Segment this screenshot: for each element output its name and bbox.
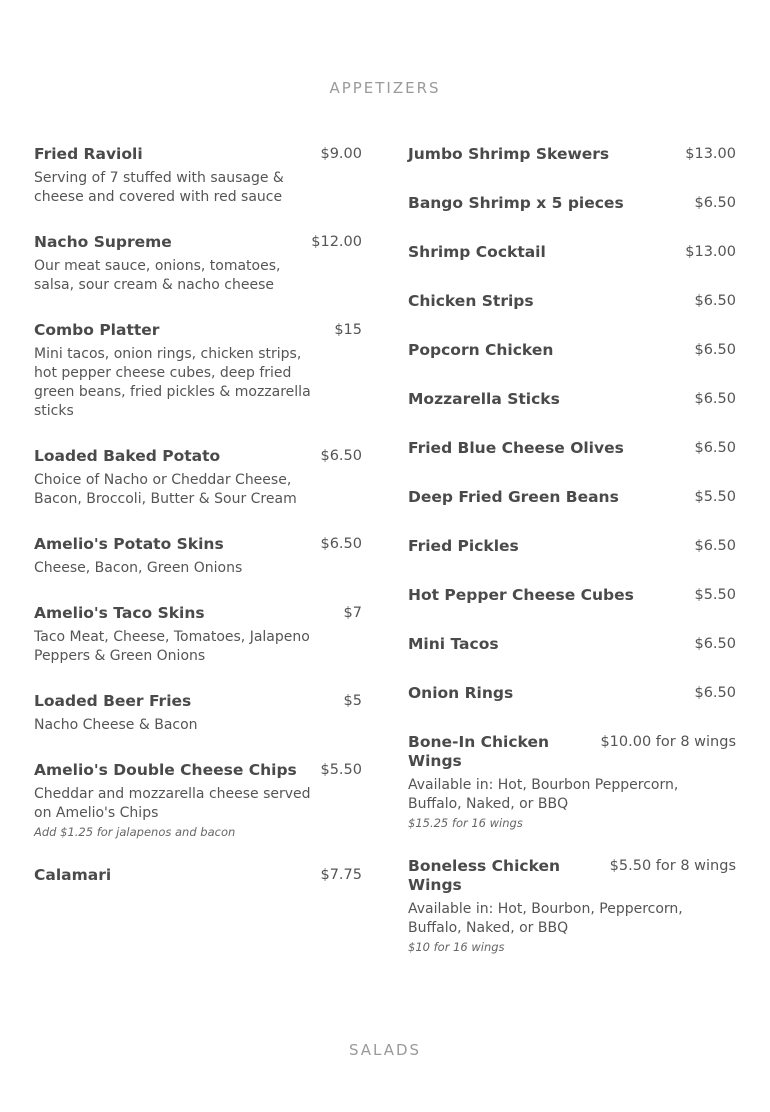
menu-item-name: Hot Pepper Cheese Cubes [408, 586, 634, 604]
menu-item-header [408, 194, 736, 213]
menu-item-header [34, 535, 362, 554]
menu-item-description: Our meat sauce, onions, tomatoes, salsa, sour cream & nacho cheese [34, 258, 281, 293]
menu-item-header [408, 586, 736, 605]
menu-item-price: $9.00 [320, 146, 362, 162]
menu-item [408, 243, 736, 262]
menu-item [408, 586, 736, 605]
menu-item [34, 692, 362, 735]
menu-item-price: $13.00 [685, 244, 736, 260]
menu-item-price: $6.50 [694, 636, 736, 652]
menu-item-name: Shrimp Cocktail [408, 243, 546, 261]
menu-item-price: $5.50 [694, 587, 736, 603]
menu-item-name: Bone-In Chicken Wings [408, 733, 549, 770]
menu-item [34, 321, 362, 421]
menu-item [408, 684, 736, 703]
menu-item-name: Boneless Chicken Wings [408, 857, 561, 894]
menu-item-name: Nacho Supreme [34, 233, 172, 251]
menu-item [408, 439, 736, 458]
menu-item [408, 733, 736, 831]
menu-item [408, 341, 736, 360]
menu-item-description: Available in: Hot, Bourbon, Peppercorn, Buffalo, Naked, or BBQ [408, 901, 683, 936]
menu-item-name: Onion Rings [408, 684, 514, 702]
menu-item-header [408, 684, 736, 703]
menu-item-name: Fried Blue Cheese Olives [408, 439, 624, 457]
menu-item-name: Amelio's Double Cheese Chips [34, 761, 297, 779]
menu-item-name: Amelio's Potato Skins [34, 535, 224, 553]
menu-item [408, 292, 736, 311]
menu-item-price: $6.50 [694, 538, 736, 554]
menu-item-name: Chicken Strips [408, 292, 534, 310]
menu-item-price: $6.50 [694, 195, 736, 211]
menu-item-price: $6.50 [320, 536, 362, 552]
menu-item-price: $5 [343, 693, 362, 709]
menu-item-header [408, 390, 736, 409]
menu-item-price: $5.50 [694, 489, 736, 505]
menu-item-price: $15 [334, 322, 362, 338]
menu-item-header [408, 857, 736, 895]
menu-item-price: $10.00 for 8 wings [600, 734, 736, 750]
menu-item-price: $6.50 [320, 448, 362, 464]
menu-item-name: Deep Fried Green Beans [408, 488, 619, 506]
appetizers-left-column [34, 145, 362, 915]
menu-item-description: Serving of 7 stuffed with sausage & cheese and covered with red sauce [34, 170, 284, 205]
menu-item [408, 635, 736, 654]
menu-item [34, 866, 362, 885]
menu-item-header [408, 537, 736, 556]
section-title-appetizers: APPETIZERS [329, 79, 441, 97]
menu-item [408, 488, 736, 507]
menu-item-description: Mini tacos, onion rings, chicken strips, hot pepper cheese cubes, deep fried green beans, fried pickles & mozzarella sticks [34, 346, 311, 419]
menu-item [408, 145, 736, 164]
menu-item-price: $6.50 [694, 391, 736, 407]
menu-item-price: $6.50 [694, 440, 736, 456]
menu-item [34, 535, 362, 578]
menu-item-header [408, 488, 736, 507]
menu-item [408, 537, 736, 556]
menu-item [34, 145, 362, 207]
menu-item [34, 761, 362, 840]
menu-item-name: Amelio's Taco Skins [34, 604, 205, 622]
menu-item-note: Add $1.25 for jalapenos and bacon [34, 825, 236, 839]
menu-item-header [408, 635, 736, 654]
menu-item [34, 447, 362, 509]
menu-item-price: $6.50 [694, 342, 736, 358]
menu-item-header [34, 604, 362, 623]
menu-item-name: Combo Platter [34, 321, 160, 339]
menu-item [408, 390, 736, 409]
menu-item-price: $5.50 [320, 762, 362, 778]
menu-item-price: $7 [343, 605, 362, 621]
menu-item-name: Popcorn Chicken [408, 341, 554, 359]
menu-item-name: Mini Tacos [408, 635, 499, 653]
menu-item-name: Loaded Baked Potato [34, 447, 221, 465]
menu-item-header [408, 439, 736, 458]
menu-item-description: Choice of Nacho or Cheddar Cheese, Bacon, Broccoli, Butter & Sour Cream [34, 472, 297, 507]
menu-item-note: $10 for 16 wings [408, 940, 505, 954]
menu-item-header [408, 341, 736, 360]
appetizers-right-column [408, 145, 736, 981]
menu-item-name: Fried Ravioli [34, 145, 143, 163]
menu-item-header [34, 321, 362, 340]
menu-item-header [34, 145, 362, 164]
menu-item-description: Cheddar and mozzarella cheese served on Amelio's Chips [34, 786, 311, 821]
menu-item-header [34, 866, 362, 885]
menu-item-price: $7.75 [320, 867, 362, 883]
menu-item-name: Calamari [34, 866, 112, 884]
menu-item-price: $13.00 [685, 146, 736, 162]
menu-item [408, 857, 736, 955]
menu-item [34, 233, 362, 295]
menu-item-header [408, 243, 736, 262]
menu-item-header [408, 145, 736, 164]
menu-item-header [34, 233, 362, 252]
menu-item-header [34, 761, 362, 780]
menu-item-price: $6.50 [694, 685, 736, 701]
menu-item [34, 604, 362, 666]
menu-item-description: Taco Meat, Cheese, Tomatoes, Jalapeno Peppers & Green Onions [34, 629, 310, 664]
menu-item-price: $12.00 [311, 234, 362, 250]
menu-item-header [408, 292, 736, 311]
menu-item-header [408, 733, 736, 771]
menu-item-description: Nacho Cheese & Bacon [34, 717, 198, 733]
menu-item-price: $5.50 for 8 wings [609, 858, 736, 874]
menu-item-name: Fried Pickles [408, 537, 519, 555]
menu-item-name: Bango Shrimp x 5 pieces [408, 194, 624, 212]
menu-item-description: Cheese, Bacon, Green Onions [34, 560, 243, 576]
menu-item-name: Loaded Beer Fries [34, 692, 192, 710]
menu-item-price: $6.50 [694, 293, 736, 309]
menu-item-name: Mozzarella Sticks [408, 390, 560, 408]
menu-item [408, 194, 736, 213]
menu-item-description: Available in: Hot, Bourbon Peppercorn, Buffalo, Naked, or BBQ [408, 777, 679, 812]
section-title-salads: SALADS [348, 1041, 422, 1059]
menu-item-header [34, 447, 362, 466]
menu-item-header [34, 692, 362, 711]
menu-item-note: $15.25 for 16 wings [408, 816, 523, 830]
menu-item-name: Jumbo Shrimp Skewers [408, 145, 610, 163]
